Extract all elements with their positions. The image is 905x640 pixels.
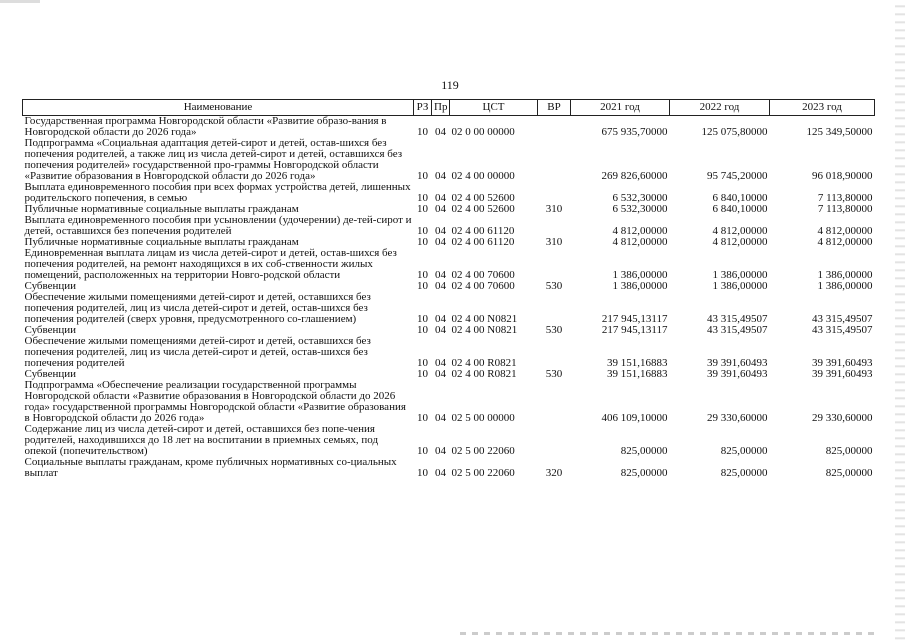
cell-y2022: 95 745,20000 [707,170,768,182]
cell-pr: 04 [435,368,446,380]
cell-vr [538,138,571,182]
cell-y2021: 269 826,60000 [601,170,668,182]
cell-cst: 02 4 00 52600 [451,203,515,215]
cell-name: Субвенции [24,324,77,336]
cell-vr [538,182,571,204]
cell-y2022: 39 391,60493 [707,368,768,380]
cell-name: Субвенции [24,280,77,292]
cell-rz: 10 [417,368,428,380]
cell-y2023: 7 113,80000 [817,192,873,204]
cell-cst: 02 0 00 00000 [451,126,515,138]
table-row [23,380,875,424]
cell-y2021: 4 812,00000 [612,225,668,237]
cell-name: Обеспечение жилыми помещениями детей-сирот и детей, оставшихся без попечения родителей, лиц из числа детей-сирот и детей, остав-шихся без попечения родителей (сверх уровня, предусмотренного со-глашением) [24,291,371,325]
header-vr: ВР [538,100,571,116]
cell-pr: 04 [435,225,446,237]
cell-name: Обеспечение жилыми помещениями детей-сирот и детей, оставшихся без попечения родителей, лиц из числа детей-сирот и детей, остав-шихся без попечения родителей [24,335,371,369]
cell-y2022: 39 391,60493 [707,357,768,369]
cell-y2023: 43 315,49507 [812,313,873,325]
cell-vr [538,215,571,237]
header-rz: РЗ [414,100,432,116]
header-pr: Пр [432,100,450,116]
cell-name: Публичные нормативные социальные выплаты гражданам [24,236,299,248]
cell-pr: 04 [435,445,446,457]
cell-pr: 04 [435,324,446,336]
cell-y2023: 825,00000 [825,445,873,457]
cell-y2022: 1 386,00000 [712,269,768,281]
cell-y2023: 29 330,60000 [812,412,873,424]
cell-y2023: 39 391,60493 [812,368,873,380]
cell-vr: 310 [545,236,563,248]
cell-rz: 10 [417,126,428,138]
cell-cst: 02 5 00 22060 [451,467,515,479]
cell-cst: 02 4 00 61120 [451,236,515,248]
cell-y2021: 4 812,00000 [612,236,668,248]
cell-y2021: 217 945,13117 [601,313,668,325]
cell-pr: 04 [435,357,446,369]
cell-rz: 10 [417,467,428,479]
cell-y2021: 39 151,16883 [607,368,668,380]
cell-name: Субвенции [24,368,77,380]
cell-cst: 02 5 00 00000 [451,412,515,424]
cell-vr: 530 [545,324,563,336]
cell-cst: 02 4 00 52600 [451,192,515,204]
cell-y2023: 825,00000 [825,467,873,479]
cell-pr: 04 [435,269,446,281]
cell-vr [538,336,571,369]
cell-pr: 04 [435,280,446,292]
table-row [23,248,875,281]
table-row [23,215,875,237]
cell-vr [538,380,571,424]
cell-cst: 02 4 00 70600 [451,269,515,281]
cell-name: Социальные выплаты гражданам, кроме публичных нормативных со-циальных выплат [24,456,397,479]
page-number: 119 [441,78,459,92]
cell-name: Содержание лиц из числа детей-сирот и детей, оставшихся без попе-чения родителей, находившихся до 18 лет на воспитании в приемных семьях, под опекой (попечительством) [24,423,379,457]
cell-y2021: 39 151,16883 [607,357,668,369]
cell-rz: 10 [417,357,428,369]
cell-y2023: 1 386,00000 [817,269,873,281]
cell-y2021: 1 386,00000 [612,280,668,292]
cell-pr: 04 [435,313,446,325]
cell-rz: 10 [417,412,428,424]
cell-y2023: 4 812,00000 [817,225,873,237]
cell-name: Выплата единовременного пособия при усыновлении (удочерении) де-тей-сирот и детей, оставшихся без попечения родителей [24,214,412,237]
cell-vr: 530 [545,280,563,292]
header-cst: ЦСТ [450,100,538,116]
cell-rz: 10 [417,236,428,248]
cell-vr [538,116,571,139]
header-2021: 2021 год [571,100,670,116]
cell-y2023: 125 349,50000 [806,126,873,138]
cell-y2022: 6 840,10000 [712,192,768,204]
cell-pr: 04 [435,203,446,215]
cell-y2021: 1 386,00000 [612,269,668,281]
cell-pr: 04 [435,412,446,424]
cell-y2021: 825,00000 [620,467,668,479]
cell-name: Публичные нормативные социальные выплаты гражданам [24,203,299,215]
cell-cst: 02 4 00 70600 [451,280,515,292]
table-row [23,336,875,369]
cell-y2021: 6 532,30000 [612,203,668,215]
cell-rz: 10 [417,192,428,204]
cell-cst: 02 4 00 N0821 [451,313,518,325]
cell-cst: 02 4 00 61120 [451,225,515,237]
table-row [23,182,875,204]
cell-vr: 310 [545,203,563,215]
cell-vr [538,424,571,457]
cell-name: Государственная программа Новгородской области «Развитие образо-вания в Новгородской области до 2026 года» [24,115,387,138]
cell-vr [538,292,571,325]
budget-table [22,99,875,479]
cell-vr: 530 [545,368,563,380]
cell-y2023: 43 315,49507 [812,324,873,336]
header-name: Наименование [23,100,414,116]
cell-rz: 10 [417,313,428,325]
scan-edge-artifact [895,0,905,640]
cell-y2022: 1 386,00000 [712,280,768,292]
cell-y2022: 43 315,49507 [707,313,768,325]
table-row [23,292,875,325]
cell-y2022: 125 075,80000 [701,126,768,138]
cell-name: Подпрограмма «Обеспечение реализации государственной программы Новгородской области «Развитие образования в Новгородской области до 2026 года» государственной программы Новгородской области «Развитие образования в Новгородской области до 2026 года» [24,379,406,424]
header-2022: 2022 год [670,100,770,116]
cell-vr [538,248,571,281]
cell-y2023: 96 018,90000 [812,170,873,182]
table-header-row [23,100,875,116]
cell-y2022: 825,00000 [720,467,768,479]
scan-artifact [0,0,40,3]
cell-y2023: 39 391,60493 [812,357,873,369]
table-row [23,116,875,139]
cell-cst: 02 5 00 22060 [451,445,515,457]
table-row [23,457,875,479]
cell-pr: 04 [435,126,446,138]
table-row [23,138,875,182]
cell-cst: 02 4 00 R0821 [451,357,517,369]
cell-name: Подпрограмма «Социальная адаптация детей-сирот и детей, остав-шихся без попечения родителей, а также лиц из числа детей-сирот и детей, оставшихся без попечения родителей» государственной про-граммы Новгородской области «Развитие образования в Новгородской области до 2026 года» [24,137,403,182]
cell-pr: 04 [435,192,446,204]
cell-y2022: 4 812,00000 [712,236,768,248]
cell-pr: 04 [435,467,446,479]
cell-y2021: 217 945,13117 [601,324,668,336]
header-2023: 2023 год [770,100,875,116]
cell-rz: 10 [417,269,428,281]
cell-y2022: 4 812,00000 [712,225,768,237]
cell-y2023: 4 812,00000 [817,236,873,248]
scan-bottom-artifact [460,632,880,635]
cell-rz: 10 [417,225,428,237]
cell-rz: 10 [417,170,428,182]
cell-y2021: 675 935,70000 [601,126,668,138]
cell-name: Выплата единовременного пособия при всех формах устройства детей, лишенных родительского попечения, в семью [24,181,411,204]
cell-y2023: 1 386,00000 [817,280,873,292]
cell-vr: 320 [545,467,563,479]
cell-y2021: 6 532,30000 [612,192,668,204]
table-row [23,424,875,457]
cell-y2022: 43 315,49507 [707,324,768,336]
cell-rz: 10 [417,445,428,457]
cell-name: Единовременная выплата лицам из числа детей-сирот и детей, остав-шихся без попечения родителей, на ремонт находящихся в их соб-ственности жилых помещений, расположенных на территории Новго-родской области [24,247,397,281]
cell-cst: 02 4 00 N0821 [451,324,518,336]
cell-y2022: 6 840,10000 [712,203,768,215]
cell-pr: 04 [435,236,446,248]
cell-y2021: 825,00000 [620,445,668,457]
cell-pr: 04 [435,170,446,182]
cell-rz: 10 [417,203,428,215]
cell-cst: 02 4 00 00000 [451,170,515,182]
cell-y2022: 29 330,60000 [707,412,768,424]
cell-rz: 10 [417,280,428,292]
cell-y2023: 7 113,80000 [817,203,873,215]
cell-rz: 10 [417,324,428,336]
cell-y2021: 406 109,10000 [601,412,668,424]
cell-cst: 02 4 00 R0821 [451,368,517,380]
cell-y2022: 825,00000 [720,445,768,457]
